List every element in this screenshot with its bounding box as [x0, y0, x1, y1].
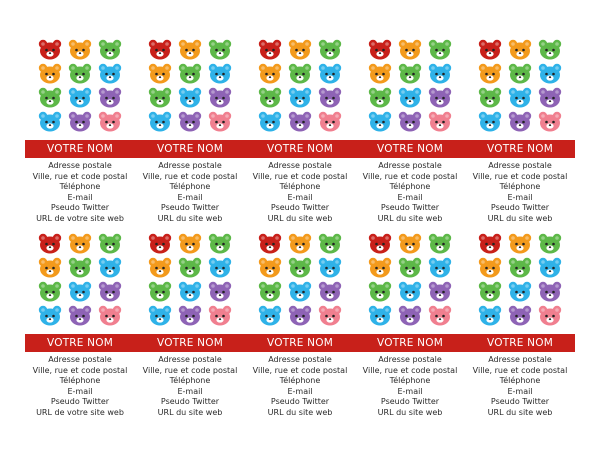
green-bear-icon [207, 232, 233, 254]
blue-bear-icon [37, 304, 63, 326]
orange-bear-icon [477, 62, 503, 84]
green-bear-icon [367, 280, 393, 302]
purple-bear-icon [507, 110, 533, 132]
green-bear-icon [367, 86, 393, 108]
red-bear-icon [477, 232, 503, 254]
blue-bear-icon [287, 86, 313, 108]
purple-bear-icon [287, 304, 313, 326]
card-address: Adresse postale [378, 161, 442, 170]
business-card[interactable] [245, 232, 355, 422]
card-name: VOTRE NOM [487, 143, 553, 155]
card-address: Adresse postale [48, 161, 112, 170]
card-address: Adresse postale [488, 161, 552, 170]
orange-bear-icon [37, 256, 63, 278]
card-address: Adresse postale [488, 355, 552, 364]
blue-bear-icon [317, 62, 343, 84]
card-details [135, 355, 245, 419]
green-bear-icon [147, 86, 173, 108]
purple-bear-icon [97, 86, 123, 108]
bear-icon-grid [477, 232, 563, 328]
purple-bear-icon [507, 304, 533, 326]
green-bear-icon [477, 86, 503, 108]
business-card[interactable] [135, 232, 245, 422]
pink-bear-icon [537, 110, 563, 132]
green-bear-icon [67, 256, 93, 278]
card-city: Ville, rue et code postal [32, 171, 128, 181]
card-url: URL de votre site web [36, 213, 124, 223]
business-card[interactable] [25, 38, 135, 228]
blue-bear-icon [147, 110, 173, 132]
pink-bear-icon [427, 304, 453, 326]
card-email: E-mail [287, 192, 313, 202]
orange-bear-icon [257, 256, 283, 278]
green-bear-icon [97, 38, 123, 60]
blue-bear-icon [97, 256, 123, 278]
orange-bear-icon [177, 232, 203, 254]
card-address: Adresse postale [268, 355, 332, 364]
blue-bear-icon [427, 256, 453, 278]
green-bear-icon [287, 256, 313, 278]
card-email: E-mail [287, 386, 313, 396]
card-city: Ville, rue et code postal [362, 365, 458, 375]
orange-bear-icon [67, 232, 93, 254]
card-email: E-mail [177, 386, 203, 396]
card-name: VOTRE NOM [267, 143, 333, 155]
green-bear-icon [67, 62, 93, 84]
card-address: Adresse postale [158, 355, 222, 364]
green-bear-icon [397, 256, 423, 278]
green-bear-icon [257, 280, 283, 302]
card-url: URL du site web [377, 213, 443, 223]
orange-bear-icon [37, 62, 63, 84]
pink-bear-icon [427, 110, 453, 132]
blue-bear-icon [257, 110, 283, 132]
orange-bear-icon [177, 38, 203, 60]
purple-bear-icon [317, 86, 343, 108]
red-bear-icon [367, 232, 393, 254]
purple-bear-icon [67, 110, 93, 132]
card-twitter: Pseudo Twitter [160, 203, 220, 213]
red-bear-icon [147, 232, 173, 254]
purple-bear-icon [537, 86, 563, 108]
purple-bear-icon [427, 280, 453, 302]
pink-bear-icon [207, 110, 233, 132]
card-details [25, 355, 135, 419]
card-address: Adresse postale [378, 355, 442, 364]
business-card[interactable] [355, 38, 465, 228]
blue-bear-icon [177, 86, 203, 108]
card-url: URL du site web [487, 407, 553, 417]
red-bear-icon [37, 38, 63, 60]
card-email: E-mail [67, 386, 93, 396]
business-card[interactable] [245, 38, 355, 228]
bear-icon-grid [257, 38, 343, 134]
blue-bear-icon [477, 110, 503, 132]
orange-bear-icon [367, 256, 393, 278]
red-bear-icon [257, 38, 283, 60]
card-phone: Téléphone [389, 376, 431, 386]
card-address: Adresse postale [268, 161, 332, 170]
card-details [465, 355, 575, 419]
bear-icon-grid [147, 232, 233, 328]
card-twitter: Pseudo Twitter [490, 397, 550, 407]
card-name: VOTRE NOM [487, 337, 553, 349]
orange-bear-icon [477, 256, 503, 278]
blue-bear-icon [257, 304, 283, 326]
blue-bear-icon [397, 280, 423, 302]
blue-bear-icon [317, 256, 343, 278]
pink-bear-icon [207, 304, 233, 326]
blue-bear-icon [37, 110, 63, 132]
green-bear-icon [507, 256, 533, 278]
green-bear-icon [207, 38, 233, 60]
card-email: E-mail [177, 192, 203, 202]
blue-bear-icon [147, 304, 173, 326]
blue-bear-icon [207, 256, 233, 278]
card-phone: Téléphone [499, 182, 541, 192]
card-phone: Téléphone [389, 182, 431, 192]
card-twitter: Pseudo Twitter [270, 397, 330, 407]
bear-icon-grid [367, 232, 453, 328]
card-city: Ville, rue et code postal [142, 171, 238, 181]
card-address: Adresse postale [48, 355, 112, 364]
purple-bear-icon [207, 280, 233, 302]
red-bear-icon [367, 38, 393, 60]
green-bear-icon [37, 86, 63, 108]
card-city: Ville, rue et code postal [252, 171, 348, 181]
card-details [355, 161, 465, 225]
green-bear-icon [177, 62, 203, 84]
card-phone: Téléphone [169, 376, 211, 386]
red-bear-icon [37, 232, 63, 254]
bear-icon-grid [477, 38, 563, 134]
card-url: URL du site web [377, 407, 443, 417]
pink-bear-icon [537, 304, 563, 326]
green-bear-icon [537, 38, 563, 60]
card-phone: Téléphone [59, 376, 101, 386]
card-city: Ville, rue et code postal [142, 365, 238, 375]
blue-bear-icon [507, 86, 533, 108]
bear-icon-grid [147, 38, 233, 134]
pink-bear-icon [97, 110, 123, 132]
card-details [245, 161, 355, 225]
orange-bear-icon [147, 256, 173, 278]
blue-bear-icon [367, 304, 393, 326]
card-details [465, 161, 575, 225]
orange-bear-icon [67, 38, 93, 60]
blue-bear-icon [67, 280, 93, 302]
card-twitter: Pseudo Twitter [160, 397, 220, 407]
card-phone: Téléphone [59, 182, 101, 192]
card-city: Ville, rue et code postal [472, 171, 568, 181]
orange-bear-icon [257, 62, 283, 84]
purple-bear-icon [67, 304, 93, 326]
card-email: E-mail [507, 386, 533, 396]
card-name: VOTRE NOM [47, 337, 113, 349]
card-city: Ville, rue et code postal [32, 365, 128, 375]
orange-bear-icon [507, 38, 533, 60]
card-details [25, 161, 135, 225]
card-phone: Téléphone [279, 376, 321, 386]
card-email: E-mail [397, 386, 423, 396]
business-card[interactable] [465, 232, 575, 422]
purple-bear-icon [207, 86, 233, 108]
purple-bear-icon [97, 280, 123, 302]
card-name: VOTRE NOM [157, 337, 223, 349]
pink-bear-icon [317, 304, 343, 326]
card-url: URL du site web [487, 213, 553, 223]
purple-bear-icon [537, 280, 563, 302]
green-bear-icon [177, 256, 203, 278]
card-address: Adresse postale [158, 161, 222, 170]
card-city: Ville, rue et code postal [362, 171, 458, 181]
card-url: URL du site web [157, 213, 223, 223]
blue-bear-icon [507, 280, 533, 302]
bear-icon-grid [37, 38, 123, 134]
blue-bear-icon [537, 256, 563, 278]
card-details [135, 161, 245, 225]
card-email: E-mail [67, 192, 93, 202]
red-bear-icon [257, 232, 283, 254]
card-phone: Téléphone [499, 376, 541, 386]
card-name: VOTRE NOM [157, 143, 223, 155]
green-bear-icon [147, 280, 173, 302]
card-details [355, 355, 465, 419]
card-twitter: Pseudo Twitter [270, 203, 330, 213]
blue-bear-icon [287, 280, 313, 302]
card-name: VOTRE NOM [377, 337, 443, 349]
red-bear-icon [147, 38, 173, 60]
orange-bear-icon [287, 232, 313, 254]
card-name: VOTRE NOM [267, 337, 333, 349]
orange-bear-icon [507, 232, 533, 254]
bear-icon-grid [367, 38, 453, 134]
blue-bear-icon [397, 86, 423, 108]
card-city: Ville, rue et code postal [252, 365, 348, 375]
purple-bear-icon [427, 86, 453, 108]
blue-bear-icon [67, 86, 93, 108]
card-twitter: Pseudo Twitter [380, 397, 440, 407]
card-twitter: Pseudo Twitter [50, 203, 110, 213]
card-name: VOTRE NOM [377, 143, 443, 155]
business-card[interactable] [25, 232, 135, 422]
card-email: E-mail [397, 192, 423, 202]
pink-bear-icon [97, 304, 123, 326]
card-url: URL du site web [267, 407, 333, 417]
blue-bear-icon [477, 304, 503, 326]
green-bear-icon [317, 38, 343, 60]
green-bear-icon [287, 62, 313, 84]
blue-bear-icon [367, 110, 393, 132]
green-bear-icon [397, 62, 423, 84]
green-bear-icon [427, 232, 453, 254]
green-bear-icon [37, 280, 63, 302]
green-bear-icon [427, 38, 453, 60]
red-bear-icon [477, 38, 503, 60]
orange-bear-icon [287, 38, 313, 60]
card-phone: Téléphone [169, 182, 211, 192]
green-bear-icon [507, 62, 533, 84]
bear-icon-grid [257, 232, 343, 328]
bear-icon-grid [37, 232, 123, 328]
business-card[interactable] [465, 38, 575, 228]
card-twitter: Pseudo Twitter [50, 397, 110, 407]
card-url: URL du site web [267, 213, 333, 223]
blue-bear-icon [427, 62, 453, 84]
purple-bear-icon [177, 304, 203, 326]
business-card[interactable] [355, 232, 465, 422]
card-details [245, 355, 355, 419]
green-bear-icon [477, 280, 503, 302]
green-bear-icon [97, 232, 123, 254]
purple-bear-icon [317, 280, 343, 302]
card-url: URL du site web [157, 407, 223, 417]
orange-bear-icon [367, 62, 393, 84]
card-phone: Téléphone [279, 182, 321, 192]
card-twitter: Pseudo Twitter [380, 203, 440, 213]
purple-bear-icon [397, 110, 423, 132]
pink-bear-icon [317, 110, 343, 132]
card-name: VOTRE NOM [47, 143, 113, 155]
card-city: Ville, rue et code postal [472, 365, 568, 375]
blue-bear-icon [537, 62, 563, 84]
purple-bear-icon [287, 110, 313, 132]
business-card[interactable] [135, 38, 245, 228]
blue-bear-icon [207, 62, 233, 84]
orange-bear-icon [397, 38, 423, 60]
green-bear-icon [257, 86, 283, 108]
green-bear-icon [317, 232, 343, 254]
card-email: E-mail [507, 192, 533, 202]
purple-bear-icon [177, 110, 203, 132]
blue-bear-icon [177, 280, 203, 302]
green-bear-icon [537, 232, 563, 254]
card-url: URL de votre site web [36, 407, 124, 417]
orange-bear-icon [397, 232, 423, 254]
blue-bear-icon [97, 62, 123, 84]
purple-bear-icon [397, 304, 423, 326]
card-twitter: Pseudo Twitter [490, 203, 550, 213]
orange-bear-icon [147, 62, 173, 84]
